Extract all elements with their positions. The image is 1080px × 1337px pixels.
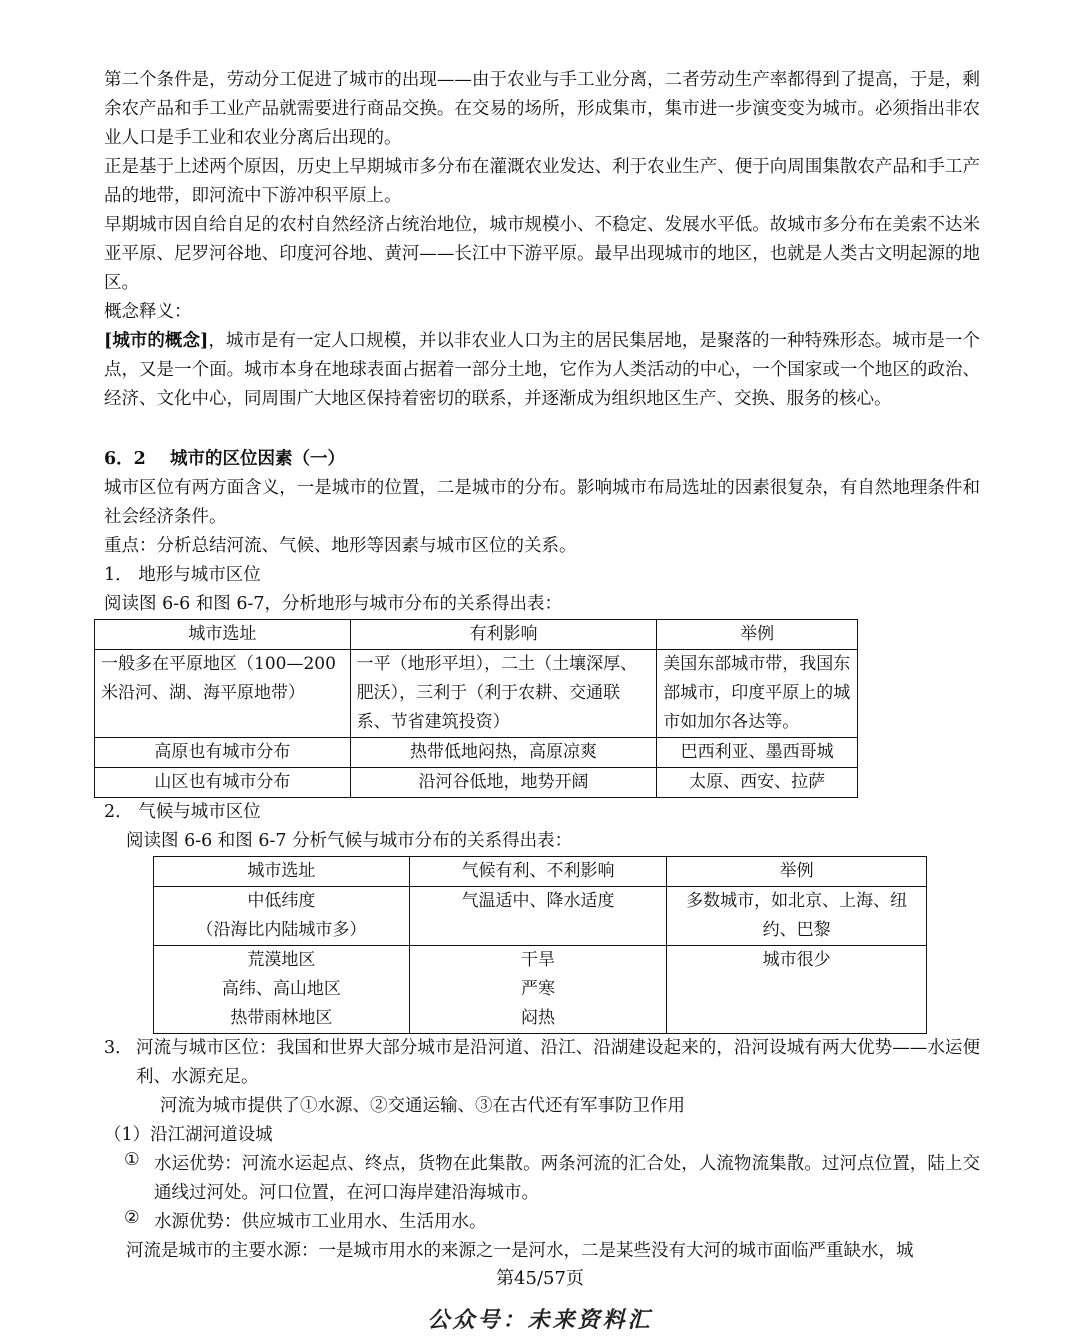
topic-intro: 阅读图 6-6 和图 6-7，分析地形与城市分布的关系得出表：: [104, 594, 563, 614]
topic-number: 2．: [104, 802, 133, 822]
cell-line: 严寒: [520, 979, 555, 999]
topic-text: 河流与城市区位：我国和世界大部分城市是沿河道、沿江、沿湖建设起来的，沿河设城有两大优势——水运便利、水源充足。: [136, 1038, 980, 1087]
cell-line: （沿海比内陆城市多）: [196, 920, 367, 940]
table-row: [154, 946, 927, 1034]
table-cell: 高原也有城市分布: [95, 738, 351, 768]
cell-line: 干旱: [520, 950, 555, 970]
table-cell: 美国东部城市带，我国东部城市，印度平原上的城市如加尔各达等。: [657, 650, 858, 738]
paragraph: 概念释义：: [104, 302, 192, 322]
table-cell: 多数城市，如北京、上海、纽约、巴黎: [667, 887, 927, 946]
section-heading: [104, 445, 980, 474]
table-header-row: [95, 620, 858, 650]
table-row: [95, 650, 858, 738]
list-item: [104, 1150, 980, 1208]
list-number: ②: [124, 1208, 140, 1228]
cell-line: 中低纬度: [247, 891, 316, 911]
table-row: [154, 887, 927, 946]
topic-number: 1．: [104, 565, 133, 585]
table-cell: 沿河谷低地，地势开阔: [350, 768, 657, 798]
table-cell: 巴西利亚、墨西哥城: [657, 738, 858, 768]
table-cell: 太原、西安、拉萨: [657, 768, 858, 798]
paragraph: 河流是城市的主要水源：一是城市用水的来源之一是河水，二是某些没有大河的城市面临严重缺水，城: [126, 1241, 914, 1261]
table-cell: [409, 946, 667, 1034]
section-intro: 城市区位有两方面含义，一是城市的位置，二是城市的分布。影响城市布局选址的因素很复杂，有自然地理条件和社会经济条件。: [104, 478, 980, 527]
list-text: 水运优势：河流水运起点、终点，货物在此集散。两条河流的汇合处，人流物流集散。过河点位置，陆上交通线过河处。河口位置，在河口海岸建沿海城市。: [154, 1154, 980, 1203]
concept-text: ，城市是有一定人口规模，并以非农业人口为主的居民集居地，是聚落的一种特殊形态。城市是一个点，又是一个面。城市本身在地球表面占据着一部分土地，它作为人类活动的中心，一个国家或一个地区的政治、经济、文化中心，同周围广大地区保持着密切的联系，并逐渐成为组织地区生产、交换、服务的核心。: [104, 331, 980, 409]
paragraph: 正是基于上述两个原因，历史上早期城市多分布在灌溉农业发达、利于农业生产、便于向周围集散农产品和手工产品的地带，即河流中下游冲积平原上。: [104, 157, 980, 206]
table-cell: 一般多在平原地区（100—200 米沿河、湖、海平原地带）: [95, 650, 351, 738]
table-header-cell: 城市选址: [154, 857, 410, 887]
concept-term: [城市的概念]: [104, 331, 209, 351]
table-header-cell: 举例: [657, 620, 858, 650]
table-header-cell: 举例: [667, 857, 927, 887]
cell-line: 高纬、高山地区: [221, 979, 341, 999]
table-cell: 城市很少: [667, 946, 927, 1034]
cell-line: 荒漠地区: [247, 950, 316, 970]
document-body: [101, 66, 980, 1266]
terrain-city-table: [94, 619, 858, 798]
table-header-cell: 城市选址: [95, 620, 351, 650]
topic-heading: [104, 798, 980, 827]
table-row: [95, 768, 858, 798]
section-focus: 重点：分析总结河流、气候、地形等因素与城市区位的关系。: [104, 536, 577, 556]
cell-line: 闷热: [520, 1008, 555, 1028]
table-header-row: [154, 857, 927, 887]
table-cell: 一平（地形平坦），二土（土壤深厚、肥沃），三利于（利于农耕、交通联系、节省建筑投资）: [350, 650, 657, 738]
topic-intro: 阅读图 6-6 和图 6-7 分析气候与城市分布的关系得出表：: [126, 831, 573, 851]
table-cell: 热带低地闷热，高原凉爽: [350, 738, 657, 768]
list-text: 水源优势：供应城市工业用水、生活用水。: [154, 1212, 487, 1232]
page-number: 第45/57页: [496, 1268, 584, 1289]
list-item: [104, 1208, 980, 1237]
table-row: [95, 738, 858, 768]
topic-number: 3．: [104, 1038, 133, 1058]
river-functions: 河流为城市提供了①水源、②交通运输、③在古代还有军事防卫作用: [160, 1096, 685, 1116]
topic-title: 地形与城市区位: [138, 565, 261, 585]
paragraph: 早期城市因自给自足的农村自然经济占统治地位，城市规模小、不稳定、发展水平低。故城市多分布在美索不达米亚平原、尼罗河谷地、印度河谷地、黄河——长江中下游平原。最早出现城市的地区，也就是人类古文明起源的地区。: [104, 215, 980, 293]
topic-title: 气候与城市区位: [138, 802, 261, 822]
table-cell: 气温适中、降水适度: [409, 887, 667, 946]
climate-city-table: [153, 856, 927, 1034]
list-number: ①: [124, 1150, 140, 1170]
table-cell: [154, 946, 410, 1034]
table-cell: [154, 887, 410, 946]
topic-heading: [104, 561, 980, 590]
sub-heading: （1）沿江湖河道设城: [104, 1125, 273, 1145]
watermark-text: 公众号：未来资料汇: [427, 1307, 653, 1333]
topic-river: [104, 1034, 980, 1092]
cell-line: 热带雨林地区: [230, 1008, 333, 1028]
table-cell: 山区也有城市分布: [95, 768, 351, 798]
paragraph: 第二个条件是，劳动分工促进了城市的出现——由于农业与手工业分离，二者劳动生产率都得到了提高，于是，剩余农产品和手工业产品就需要进行商品交换。在交易的场所，形成集市，集市进一步演变变为城市。必须指出非农业人口是手工业和农业分离后出现的。: [104, 70, 980, 148]
section-number: 6．2: [104, 449, 146, 469]
table-header-cell: 气候有利、不利影响: [409, 857, 667, 887]
table-header-cell: 有利影响: [350, 620, 657, 650]
section-title: 城市的区位因素（一）: [170, 449, 345, 469]
concept-paragraph: [104, 327, 980, 414]
